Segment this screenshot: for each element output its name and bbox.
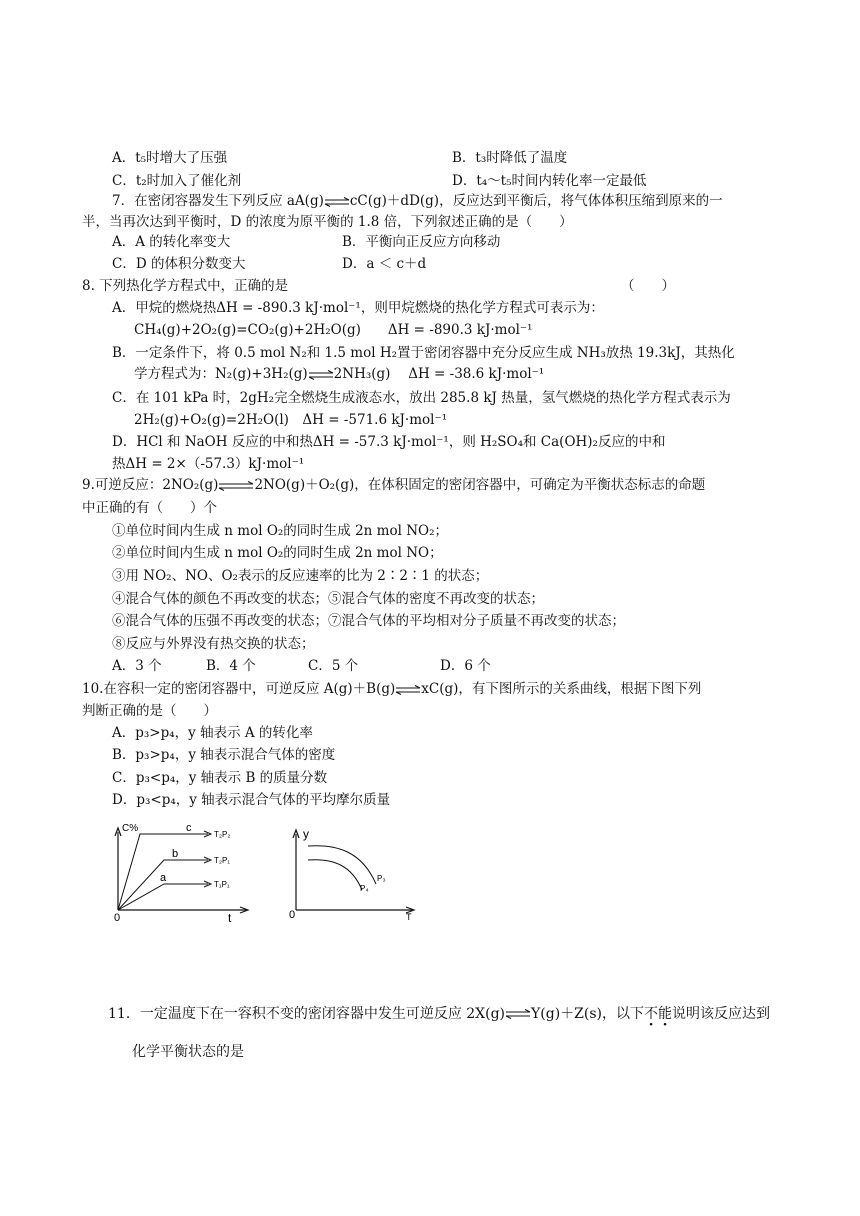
fig1-curve-a-label: a <box>160 872 167 884</box>
fig2-x-label: T <box>406 912 412 922</box>
fig1-y-label: C% <box>122 823 139 834</box>
q11-stem-line2: 化学平衡状态的是 <box>132 1044 244 1060</box>
q10-stem-line2: 判断正确的是（ ） <box>82 703 217 719</box>
equilibrium-arrow-icon <box>505 1009 531 1019</box>
figure-c-percent-vs-time <box>108 822 258 922</box>
fig1-curve-a <box>118 884 208 910</box>
q6-option-d: D．t₄～t₅时间内转化率一定最低 <box>452 173 647 189</box>
q8-option-c-line1: C．在 101 kPa 时，2gH₂完全燃烧生成液态水，放出 285.8 kJ 热量，氢气燃烧的热化学方程式表示为 <box>112 390 731 406</box>
fig2-curve-p4 <box>308 860 362 890</box>
q6-options-row1 <box>112 148 812 168</box>
q7-options-row2 <box>112 254 812 274</box>
q9-statement-4-5: ④混合气体的颜色不再改变的状态；⑤混合气体的密度不再改变的状态； <box>112 591 544 607</box>
q10-option-d: D．p₃<p₄，y 轴表示混合气体的平均摩尔质量 <box>112 792 391 808</box>
fig1-curve-c-label: c <box>186 822 192 834</box>
q7-options-row1 <box>112 232 812 252</box>
q9-stem-line2: 中正确的有（ ）个 <box>82 500 217 516</box>
q10-stem-line1: 10.在容积一定的密闭容器中，可逆反应 A(g)＋B(g) xC(g)，有下图所示的关系曲线，根据下图下列 <box>82 681 702 697</box>
q9-stem-line1: 9.可逆反应：2NO₂(g) 2NO(g)＋O₂(g)，在体积固定的密闭容器中，可确定为平衡状态标志的命题 <box>82 477 706 493</box>
fig2-p4-label: P₄ <box>360 884 369 893</box>
q9-options-row <box>112 656 712 676</box>
q7-option-b: B．平衡向正反应方向移动 <box>342 234 501 250</box>
equilibrium-arrow-icon <box>324 197 350 207</box>
q6-options-row2 <box>112 171 812 191</box>
emphasis-dot-char: 不 <box>644 1006 658 1022</box>
q6-option-b: B．t₃时降低了温度 <box>452 150 568 166</box>
q7-option-c: C．D 的体积分数变大 <box>112 256 246 272</box>
q8-option-d-line1: D．HCl 和 NaOH 反应的中和热ΔH = -57.3 kJ·mol⁻¹，则 H₂SO₄和 Ca(OH)₂反应的中和 <box>112 434 666 450</box>
q8-stem: 8. 下列热化学方程式中，正确的是 <box>82 278 289 294</box>
fig1-tag-c: T₂P₂ <box>214 830 231 839</box>
emphasis-dot-char: 能 <box>658 1006 672 1022</box>
q8-option-b-line1: B．一定条件下，将 0.5 mol N₂和 1.5 mol H₂置于密闭容器中充分反应生成 NH₃放热 19.3kJ，其热化 <box>112 345 735 361</box>
q9-option-a: A．3 个 <box>112 658 162 674</box>
q8-option-a-line2: CH₄(g)+2O₂(g)=CO₂(g)+2H₂O(g) ΔH = -890.3 kJ·mol⁻¹ <box>134 322 533 338</box>
fig1-origin-label: 0 <box>114 912 121 922</box>
fig1-tag-a: T₁P₁ <box>214 880 230 889</box>
fig2-p3-label: P₃ <box>377 874 386 883</box>
q9-statement-8: ⑧反应与外界没有热交换的状态； <box>112 636 315 652</box>
fig1-curve-b-label: b <box>172 848 179 860</box>
fig1-x-label: t <box>228 911 232 922</box>
fig2-origin-label: 0 <box>289 909 296 921</box>
q10-option-b: B．p₃>p₄，y 轴表示混合气体的密度 <box>112 747 336 763</box>
q9-statement-2: ②单位时间内生成 n mol O₂的同时生成 2n mol NO； <box>112 545 443 561</box>
q10-option-c: C．p₃<p₄，y 轴表示 B 的质量分数 <box>112 770 328 786</box>
equilibrium-arrow-icon <box>218 481 254 491</box>
fig1-tag-b: T₂P₁ <box>214 856 231 865</box>
q10-option-a: A．p₃>p₄，y 轴表示 A 的转化率 <box>112 725 313 741</box>
q7-stem-line2: 半，当再次达到平衡时，D 的浓度为原平衡的 1.8 倍，下列叙述正确的是（ ） <box>82 214 573 230</box>
q8-answer-paren: （ ） <box>621 278 675 294</box>
fig2-curve-p3 <box>308 846 376 884</box>
q11-stem-line1: 11．一定温度下在一容积不变的密闭容器中发生可逆反应 2X(g) Y(g)＋Z(s)，以下不能说明该反应达到 <box>108 1006 770 1022</box>
q8-option-a-line1: A．甲烷的燃烧热ΔH = -890.3 kJ·mol⁻¹，则甲烷燃烧的热化学方程式可表示为： <box>112 300 604 316</box>
equilibrium-arrow-icon <box>395 685 421 695</box>
q8-option-b-line2: 学方程式为：N₂(g)+3H₂(g) 2NH₃(g) ΔH = -38.6 kJ·mol⁻¹ <box>134 366 545 382</box>
q8-option-c-line2: 2H₂(g)+O₂(g)=2H₂O(l) ΔH = -571.6 kJ·mol⁻¹ <box>134 412 448 428</box>
figure-y-vs-temperature <box>286 822 422 922</box>
q9-option-b: B．4 个 <box>206 658 256 674</box>
q9-option-d: D．6 个 <box>440 658 491 674</box>
q7-option-a: A．A 的转化率变大 <box>112 234 231 250</box>
q6-option-a: A．t₅时增大了压强 <box>112 150 228 166</box>
q9-statement-3: ③用 NO₂、NO、O₂表示的反应速率的比为 2∶2∶1 的状态； <box>112 568 489 584</box>
q7-option-d: D．a ＜ c＋d <box>342 256 427 272</box>
equilibrium-arrow-icon <box>308 370 334 380</box>
q7-stem-line1: 7．在密闭容器发生下列反应 aA(g) cC(g)＋dD(g)，反应达到平衡后，将气体体积压缩到原来的一 <box>112 193 723 209</box>
q9-option-c: C．5 个 <box>308 658 359 674</box>
q6-option-c: C．t₂时加入了催化剂 <box>112 173 242 189</box>
q8-option-d-line2: 热ΔH = 2×（-57.3）kJ·mol⁻¹ <box>112 456 305 472</box>
fig2-y-label: y <box>303 827 309 841</box>
q9-statement-6-7: ⑥混合气体的压强不再改变的状态；⑦混合气体的平均相对分子质量不再改变的状态； <box>112 613 625 629</box>
q9-statement-1: ①单位时间内生成 n mol O₂的同时生成 2n mol NO₂； <box>112 523 448 539</box>
